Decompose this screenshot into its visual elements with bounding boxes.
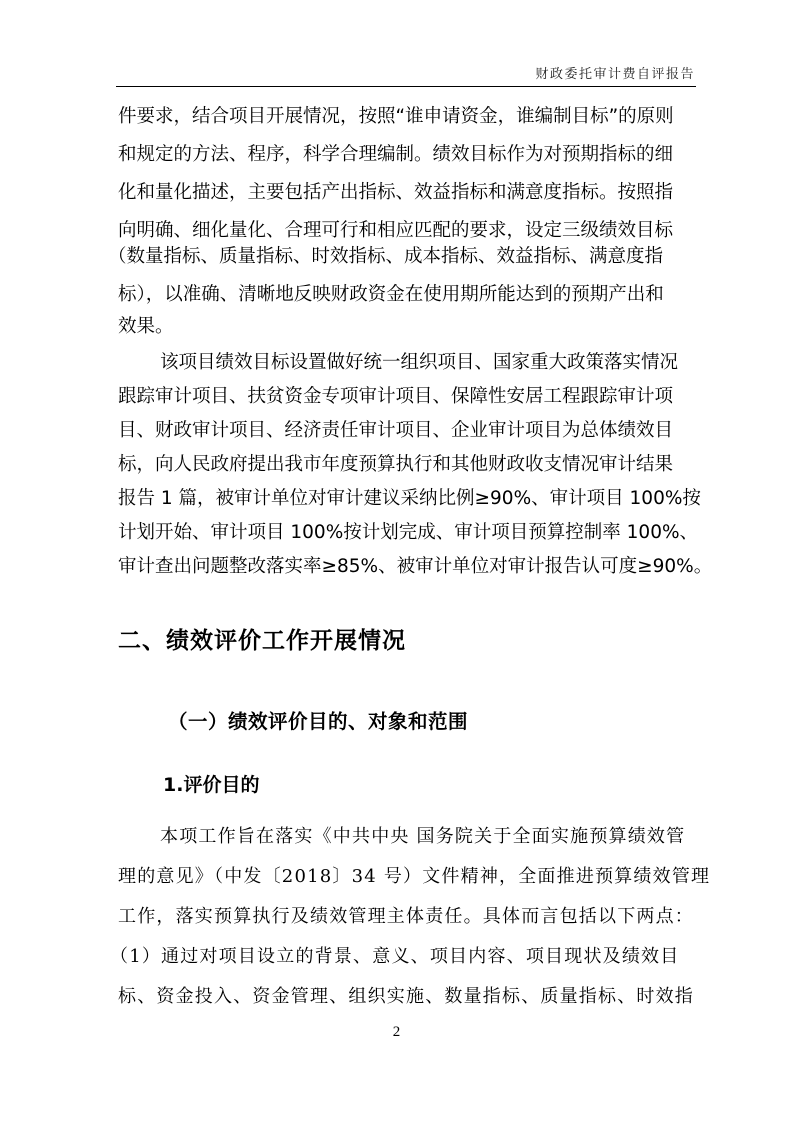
text-line: 跟踪审计项目、扶贫资金专项审计项目、保障性安居工程跟踪审计项: [118, 386, 674, 407]
text-line: 报告 1 篇，被审计单位对审计建议采纳比例≥90%、审计项目 100%按: [118, 488, 701, 509]
text-line: （数量指标、质量指标、时效指标、成本指标、效益指标、满意度指: [108, 246, 664, 267]
text-line: 理的意见》（中发〔2018〕34 号）文件精神，全面推进预算绩效管理: [118, 866, 711, 887]
text-line: 标、资金投入、资金管理、组织实施、数量指标、质量指标、时效指: [118, 986, 694, 1007]
text-line: 向明确、细化量化、合理可行和相应匹配的要求，设定三级绩效目标: [118, 220, 674, 241]
text-line: 标），以准确、清晰地反映财政资金在使用期所能达到的预期产出和: [118, 284, 664, 305]
header-divider: [116, 86, 696, 87]
text-line: 标，向人民政府提出我市年度预算执行和其他财政收支情况审计结果: [118, 454, 674, 475]
subsection-heading: （一）绩效评价目的、对象和范围: [168, 710, 469, 733]
text-line: （1）通过对项目设立的背景、意义、项目内容、项目现状及绩效目: [110, 946, 680, 967]
text-line: 目、财政审计项目、经济责任审计项目、企业审计项目为总体绩效目: [118, 420, 674, 441]
text-line: 本项工作旨在落实《中共中央 国务院关于全面实施预算绩效管: [160, 826, 686, 847]
text-line: 效果。: [118, 316, 174, 337]
text-line: 计划开始、审计项目 100%按计划完成、审计项目预算控制率 100%、: [118, 522, 699, 543]
page-number: 2: [392, 1024, 401, 1040]
text-line: 审计查出问题整改落实率≥85%、被审计单位对审计报告认可度≥90%。: [118, 556, 713, 577]
text-line: 和规定的方法、程序，科学合理编制。绩效目标作为对预期指标的细: [118, 144, 674, 165]
subsubsection-heading: 1.评价目的: [163, 774, 260, 796]
section-heading: 二、绩效评价工作开展情况: [118, 628, 406, 654]
text-line: 该项目绩效目标设置做好统一组织项目、国家重大政策落实情况: [160, 352, 679, 373]
text-line: 化和量化描述，主要包括产出指标、效益指标和满意度指标。按照指: [118, 182, 674, 203]
header-title: 财政委托审计费自评报告: [535, 67, 695, 82]
text-line: 工作，落实预算执行及绩效管理主体责任。具体而言包括以下两点：: [118, 906, 694, 927]
text-line: 件要求，结合项目开展情况，按照“谁申请资金，谁编制目标”的原则: [118, 106, 674, 127]
